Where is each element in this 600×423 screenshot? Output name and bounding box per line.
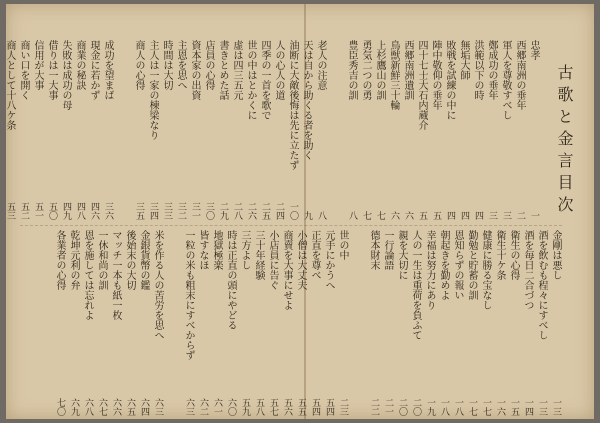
- toc-entry-title: 酒を飲むも程々にすべし: [536, 230, 547, 340]
- toc-entry: [224, 230, 237, 416]
- toc-entry-title: 老人の注意: [315, 40, 326, 90]
- toc-entry: [423, 230, 436, 416]
- toc-entry: [373, 40, 386, 220]
- toc-entry: [535, 230, 548, 416]
- toc-entry: [308, 230, 321, 416]
- toc-entry: [493, 230, 506, 416]
- toc-entry-title: 鄭成功の垂年: [486, 40, 497, 100]
- toc-entry-page: 六九: [69, 398, 79, 416]
- toc-entry-page: 五五: [296, 398, 306, 416]
- toc-entry-page: 五〇: [47, 202, 57, 220]
- toc-entry: [415, 40, 428, 220]
- toc-entry-page: 一六: [495, 398, 505, 416]
- page-title: 古歌と金言目次: [555, 64, 574, 218]
- toc-entry-title: 衛生の心得: [508, 230, 519, 280]
- toc-entry-title: 德本財末: [368, 230, 379, 270]
- toc-entry-page: 五六: [282, 398, 292, 416]
- toc-entry-page: 一九: [425, 398, 435, 416]
- toc-entry: [216, 40, 229, 220]
- toc-entry: [443, 40, 456, 220]
- toc-entry-title: 酒を毎日二合づつ: [522, 230, 533, 310]
- toc-entry: [31, 40, 44, 220]
- toc-entry: [182, 230, 195, 416]
- toc-entry-title: 虚は四三五元: [231, 40, 242, 100]
- toc-entry-page: 八: [347, 211, 357, 220]
- toc-entry: [322, 230, 335, 416]
- toc-entry-title: 主人は一家の棟梁なり: [147, 40, 158, 140]
- toc-entry-title: 親を大切に: [396, 230, 407, 280]
- toc-entry-page: 一〇: [288, 202, 298, 220]
- toc-entry-title: マッチ一本も紙一枚: [110, 230, 121, 320]
- toc-entry: [429, 40, 442, 220]
- toc-entry: [479, 230, 492, 416]
- toc-entry-title: 天は自から助くる者を助く: [301, 40, 312, 160]
- toc-entry-title: 金剛は悪し: [550, 230, 561, 280]
- toc-entry: [196, 230, 209, 416]
- toc-entry-page: 三: [487, 211, 497, 220]
- toc-entry-title: 一粒の米も粗末にすべからず: [183, 230, 194, 360]
- toc-entry: [17, 40, 30, 220]
- toc-entry-title: 油断に大敵後悔は先に立たず: [287, 40, 298, 170]
- toc-entry-page: 三三: [162, 202, 172, 220]
- toc-entry-title: 一休和尚の訓: [96, 230, 107, 290]
- toc-entry-title: 各業者の心得: [54, 230, 65, 290]
- toc-entry-page: 三: [501, 211, 511, 220]
- toc-entry-page: 六: [403, 211, 413, 220]
- toc-entry-page: 四九: [61, 202, 71, 220]
- toc-entry-title: 商人として十八ケ条: [4, 40, 15, 130]
- toc-entry-title: 軍人を尊敬すべし: [500, 40, 511, 120]
- toc-entry: [387, 40, 400, 220]
- toc-entry: [137, 230, 150, 416]
- book-spread: [6, 4, 594, 419]
- toc-entry-title: 元手にかうへ: [323, 230, 334, 290]
- toc-entry-page: 一七: [481, 398, 491, 416]
- toc-entry-title: 三方よし: [239, 230, 250, 270]
- toc-entry-title: 地獄極楽: [211, 230, 222, 270]
- toc-entry: [266, 230, 279, 416]
- toc-entry-title: 世の中: [337, 230, 348, 260]
- toc-entry-title: 人の心人の道: [273, 40, 284, 100]
- toc-entry: [359, 40, 372, 220]
- toc-entry-title: 忠孝: [528, 40, 539, 60]
- toc-entry-page: 四: [473, 211, 483, 220]
- toc-entry-page: 一八: [439, 398, 449, 416]
- toc-entry: [109, 230, 122, 416]
- toc-entry: [294, 230, 307, 416]
- toc-entry-page: 八: [316, 211, 326, 220]
- toc-entry-page: 三一: [190, 202, 200, 220]
- toc-entry: [457, 40, 470, 220]
- toc-entry: [67, 230, 80, 416]
- toc-entry-page: 二五: [260, 202, 270, 220]
- toc-entry: [549, 230, 562, 416]
- toc-entry: [527, 40, 540, 220]
- toc-entry-page: 二三: [338, 398, 348, 416]
- toc-entry-page: 五七: [268, 398, 278, 416]
- toc-bottom-band: [20, 230, 562, 416]
- toc-entry-page: 二: [515, 211, 525, 220]
- toc-entry-title: 小店員に告ぐ: [267, 230, 278, 290]
- toc-entry-page: 二九: [218, 202, 228, 220]
- toc-entry-page: 一四: [523, 398, 533, 416]
- toc-entry-title: 時間は大切: [161, 40, 172, 90]
- toc-entry: [395, 230, 408, 416]
- toc-entry-title: 幸福は努力にあり: [424, 230, 435, 310]
- toc-entry: [123, 230, 136, 416]
- toc-entry-title: 西郷南洲の垂年: [514, 40, 525, 110]
- toc-entry: [87, 40, 100, 220]
- toc-entry-page: 六五: [125, 398, 135, 416]
- toc-entry-page: 七: [361, 211, 371, 220]
- toc-entry: [73, 40, 86, 220]
- toc-entry-title: 四十七士大石内蔵介: [416, 40, 427, 130]
- toc-entry-title: 勇気二つの勇: [360, 40, 371, 100]
- toc-entry: [485, 40, 498, 220]
- toc-entry: [465, 230, 478, 416]
- toc-entry-page: 五: [417, 211, 427, 220]
- toc-entry-page: 三五: [134, 202, 144, 220]
- toc-entry: [409, 230, 422, 416]
- toc-entry-page: 六三: [184, 398, 194, 416]
- toc-entry-title: 洪範以下の時: [472, 40, 483, 100]
- toc-entry: [314, 40, 327, 220]
- toc-entry-page: 四六: [89, 202, 99, 220]
- toc-entry-page: 二六: [246, 202, 256, 220]
- toc-entry: [160, 40, 173, 220]
- toc-entry: [3, 40, 16, 220]
- toc-top-band: [4, 40, 540, 220]
- toc-entry: [202, 40, 215, 220]
- toc-entry: [188, 40, 201, 220]
- toc-entry: [367, 230, 380, 416]
- toc-entry-title: 乾坤元利の弁: [68, 230, 79, 290]
- toc-entry-page: 二〇: [411, 398, 421, 416]
- toc-entry: [53, 230, 66, 416]
- toc-entry: [81, 230, 94, 416]
- toc-entry-title: 信用が大事: [32, 40, 43, 90]
- toc-entry-title: 人の一生は重荷を負ふて: [410, 230, 421, 340]
- toc-entry-title: 恩を施しては忘れよ: [82, 230, 93, 320]
- toc-entry-title: 小僧は大丈夫: [295, 230, 306, 290]
- band-divider: [20, 225, 562, 227]
- toc-entry-title: 商い口を開く: [18, 40, 29, 100]
- toc-entry-title: 主恩を思へ: [175, 40, 186, 90]
- toc-entry-title: 衛生十ケ条: [494, 230, 505, 280]
- toc-entry-page: 九: [302, 211, 312, 220]
- toc-entry-title: 借りは一大事: [46, 40, 57, 100]
- toc-entry-page: 五三: [5, 202, 15, 220]
- toc-entry-page: 一五: [509, 398, 519, 416]
- toc-entry: [230, 40, 243, 220]
- toc-entry-title: 商人の心得: [133, 40, 144, 90]
- toc-entry-title: 世の中はとかくに: [245, 40, 256, 120]
- toc-entry: [381, 230, 394, 416]
- toc-entry: [471, 40, 484, 220]
- toc-entry: [59, 40, 72, 220]
- toc-entry-title: 恩知らずの報い: [452, 230, 463, 300]
- toc-entry-page: 四: [445, 211, 455, 220]
- toc-entry: [521, 230, 534, 416]
- toc-entry-title: 勤勉と貯蓄の訓: [466, 230, 477, 300]
- toc-entry-page: 三四: [148, 202, 158, 220]
- toc-entry-title: 現金に若かず: [88, 40, 99, 100]
- toc-entry: [507, 230, 520, 416]
- toc-entry-page: 七〇: [55, 398, 65, 416]
- toc-entry-page: 三六: [103, 202, 113, 220]
- toc-entry: [345, 40, 358, 220]
- toc-entry-page: 一: [529, 211, 539, 220]
- toc-entry: [151, 230, 164, 416]
- toc-entry-page: 六四: [139, 398, 149, 416]
- toc-entry: [252, 230, 265, 416]
- toc-entry: [258, 40, 271, 220]
- toc-entry-page: 二八: [232, 202, 242, 220]
- toc-entry-page: 四: [459, 211, 469, 220]
- toc-entry-title: 後始末の大切: [124, 230, 135, 290]
- toc-entry-page: 二四: [274, 202, 284, 220]
- toc-entry: [132, 40, 145, 220]
- toc-entry-title: 無垢大師: [458, 40, 469, 80]
- toc-entry: [238, 230, 251, 416]
- toc-entry-title: 失敗は成功の母: [60, 40, 71, 110]
- toc-entry-page: 四八: [75, 202, 85, 220]
- toc-entry-page: 六一: [212, 398, 222, 416]
- toc-entry-page: 六七: [97, 398, 107, 416]
- toc-entry-title: 上杉鷹山の訓: [374, 40, 385, 100]
- toc-entry-page: 七: [375, 211, 385, 220]
- toc-entry-title: 商業の秘訣: [74, 40, 85, 90]
- toc-entry: [336, 230, 349, 416]
- toc-entry: [244, 40, 257, 220]
- toc-entry-page: 三〇: [204, 202, 214, 220]
- toc-entry-title: 豊臣秀吉の訓: [346, 40, 357, 100]
- toc-entry: [513, 40, 526, 220]
- toc-entry-page: 一三: [551, 398, 561, 416]
- toc-entry-page: 六〇: [226, 398, 236, 416]
- toc-entry-title: 時は正直の頭にやどる: [225, 230, 236, 330]
- toc-entry: [146, 40, 159, 220]
- toc-entry-page: 六八: [83, 398, 93, 416]
- toc-entry-page: 五一: [33, 202, 43, 220]
- toc-entry-title: 四季の一首を歌で: [259, 40, 270, 120]
- toc-entry: [499, 40, 512, 220]
- toc-entry-page: 六三: [153, 398, 163, 416]
- toc-entry: [101, 40, 114, 220]
- toc-entry: [300, 40, 313, 220]
- toc-entry-page: 五四: [324, 398, 334, 416]
- toc-entry-title: 正直を尊べ: [309, 230, 320, 280]
- toc-entry-page: 二二: [369, 398, 379, 416]
- toc-entry-page: 五八: [254, 398, 264, 416]
- toc-entry: [280, 230, 293, 416]
- toc-entry-title: 米を作る人の苦労を思へ: [152, 230, 163, 340]
- toc-entry-page: 六六: [111, 398, 121, 416]
- toc-entry: [401, 40, 414, 220]
- toc-entry-title: 商賣を大事にせよ: [281, 230, 292, 310]
- toc-entry: [95, 230, 108, 416]
- toc-entry-page: 一八: [453, 398, 463, 416]
- toc-entry-page: 五二: [19, 202, 29, 220]
- toc-entry-title: 店員の心得: [203, 40, 214, 90]
- toc-entry-title: 資本家の出資: [189, 40, 200, 100]
- toc-entry-page: 二一: [383, 398, 393, 416]
- toc-entry-page: 五九: [240, 398, 250, 416]
- toc-entry-title: 敗戦を試練の中に: [444, 40, 455, 120]
- toc-entry: [286, 40, 299, 220]
- toc-entry: [451, 230, 464, 416]
- toc-entry-page: 二〇: [397, 398, 407, 416]
- toc-entry-page: 六: [389, 211, 399, 220]
- toc-entry-title: 健康に勝る宝なし: [480, 230, 491, 310]
- toc-entry-page: 一三: [537, 398, 547, 416]
- toc-entry-title: 西郷南洲遺訓: [402, 40, 413, 100]
- toc-entry: [210, 230, 223, 416]
- toc-entry-title: 朝起きを勤めよ: [438, 230, 449, 300]
- toc-entry-page: 一七: [467, 398, 477, 416]
- toc-entry-title: 書きとめた話: [217, 40, 228, 100]
- toc-entry: [437, 230, 450, 416]
- toc-entry-page: 五四: [310, 398, 320, 416]
- toc-entry-page: 五: [431, 211, 441, 220]
- toc-entry: [272, 40, 285, 220]
- toc-entry: [45, 40, 58, 220]
- toc-entry: [174, 40, 187, 220]
- toc-entry-title: 鳥獣新鮮三十輪: [388, 40, 399, 110]
- toc-entry-title: 三十年経験: [253, 230, 264, 280]
- toc-entry-title: 成功を望まば: [102, 40, 113, 100]
- toc-entry-title: 皆すなほ: [197, 230, 208, 270]
- toc-entry-title: 陣中敬仰の垂年: [430, 40, 441, 110]
- toc-entry-title: 金銀貨幣の鑑: [138, 230, 149, 290]
- toc-entry-page: 三二: [176, 202, 186, 220]
- toc-entry-title: 一行論語: [382, 230, 393, 270]
- toc-entry-page: 六二: [198, 398, 208, 416]
